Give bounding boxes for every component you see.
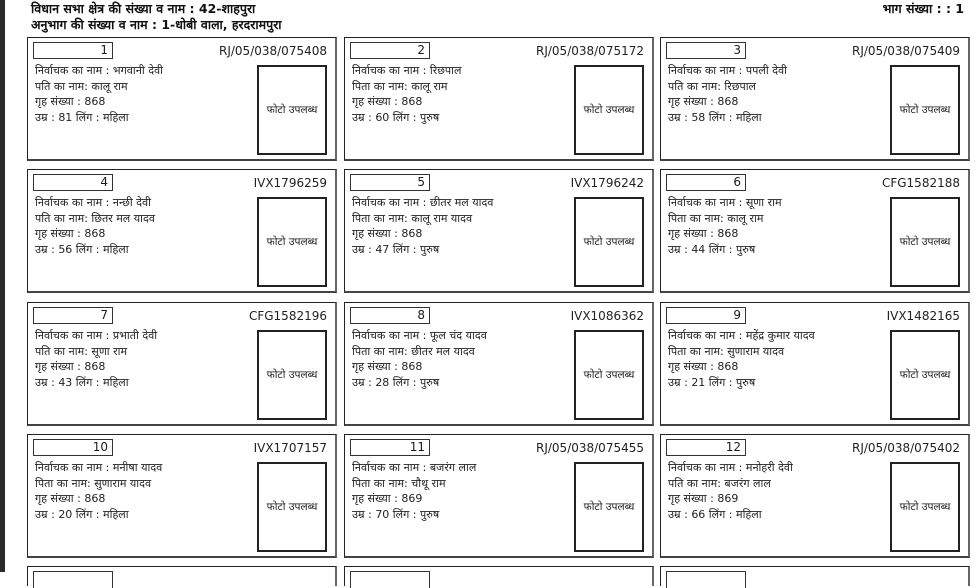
- age-gender-line: उम्र : 43 लिंग : महिला: [35, 375, 129, 389]
- voter-card: [344, 169, 654, 293]
- epic-number: CFG1582188: [881, 176, 960, 190]
- age-gender-line: उम्र : 70 लिंग : पुरुष: [352, 507, 440, 521]
- house-line: गृह संख्या : 868: [352, 227, 423, 240]
- house-line: गृह संख्या : 868: [35, 360, 106, 373]
- serial-number: 7: [33, 307, 113, 324]
- epic-number: RJ/05/038/075172: [536, 44, 644, 58]
- age-gender-line: उम्र : 56 लिंग : महिला: [35, 242, 129, 256]
- relation-line: पिता का नाम: छीतर मल यादव: [352, 344, 475, 358]
- epic-number: RJ/05/038/075409: [852, 44, 960, 58]
- voter-card: [344, 302, 654, 426]
- house-line: गृह संख्या : 868: [352, 95, 423, 108]
- house-line: गृह संख्या : 868: [352, 360, 423, 373]
- relation-line: पति का नाम: सूणा राम: [35, 344, 128, 358]
- house-line: गृह संख्या : 868: [668, 95, 739, 108]
- house-line: गृह संख्या : 868: [668, 227, 739, 240]
- epic-number: RJ/05/038/075455: [536, 441, 644, 455]
- house-line: गृह संख्या : 868: [35, 227, 106, 240]
- serial-number: 1: [33, 42, 113, 59]
- age-gender-line: उम्र : 81 लिंग : महिला: [35, 110, 129, 124]
- voter-card: [660, 434, 970, 558]
- photo-placeholder: फोटो उपलब्ध: [890, 65, 960, 155]
- voter-name-line: निर्वाचक का नाम : फूल चंद यादव: [352, 329, 487, 342]
- voter-name-line: निर्वाचक का नाम : रिछपाल: [352, 64, 462, 77]
- relation-line: पति का नाम: बजरंग लाल: [668, 476, 771, 490]
- photo-placeholder: फोटो उपलब्ध: [574, 197, 644, 287]
- relation-line: पिता का नाम: सुणाराम यादव: [668, 344, 785, 358]
- assembly-constituency: विधान सभा क्षेत्र की संख्या व नाम : 42-शाहपुरा: [31, 1, 256, 16]
- house-line: गृह संख्या : 868: [35, 492, 106, 505]
- voter-name-line: निर्वाचक का नाम : मनोहरी देवी: [668, 461, 793, 474]
- serial-number: 11: [350, 439, 430, 456]
- window-edge: [0, 0, 5, 572]
- relation-line: पिता का नाम: चौथू राम: [352, 476, 446, 490]
- house-line: गृह संख्या : 869: [668, 492, 739, 505]
- age-gender-line: उम्र : 21 लिंग : पुरुष: [668, 375, 756, 389]
- serial-number: 4: [33, 174, 113, 191]
- relation-line: पिता का नाम: कालू राम यादव: [352, 211, 473, 225]
- house-line: गृह संख्या : 869: [352, 492, 423, 505]
- voter-card-partial: [344, 566, 654, 586]
- voter-card: [27, 169, 337, 293]
- page-header: [31, 1, 282, 33]
- relation-line: पति का नाम: रिछपाल: [668, 79, 757, 93]
- photo-placeholder: फोटो उपलब्ध: [257, 462, 327, 552]
- photo-placeholder: फोटो उपलब्ध: [574, 462, 644, 552]
- voter-card: [660, 302, 970, 426]
- voter-name-line: निर्वाचक का नाम : सूणा राम: [668, 196, 782, 209]
- epic-number: RJ/05/038/075402: [852, 441, 960, 455]
- age-gender-line: उम्र : 58 लिंग : महिला: [668, 110, 762, 124]
- section-name: अनुभाग की संख्या व नाम : 1-धोबी वाला, हरदरामपुरा: [31, 17, 282, 32]
- voter-card: [27, 302, 337, 426]
- relation-line: पिता का नाम: सुणाराम यादव: [35, 476, 152, 490]
- age-gender-line: उम्र : 66 लिंग : महिला: [668, 507, 762, 521]
- serial-number: 3: [666, 42, 746, 59]
- serial-number: 9: [666, 307, 746, 324]
- voter-card: [27, 37, 337, 161]
- photo-placeholder: फोटो उपलब्ध: [257, 330, 327, 420]
- epic-number: IVX1086362: [570, 309, 644, 323]
- voter-card-partial: [660, 566, 970, 586]
- age-gender-line: उम्र : 20 लिंग : महिला: [35, 507, 129, 521]
- voter-name-line: निर्वाचक का नाम : पपली देवी: [668, 64, 787, 77]
- part-number: भाग संख्या : : 1: [882, 1, 964, 16]
- house-line: गृह संख्या : 868: [35, 95, 106, 108]
- voter-name-line: निर्वाचक का नाम : नन्छी देवी: [35, 196, 151, 209]
- serial-number: 5: [350, 174, 430, 191]
- serial-number: 8: [350, 307, 430, 324]
- photo-placeholder: फोटो उपलब्ध: [574, 65, 644, 155]
- epic-number: CFG1582196: [248, 309, 327, 323]
- serial-number: 12: [666, 439, 746, 456]
- age-gender-line: उम्र : 60 लिंग : पुरुष: [352, 110, 440, 124]
- epic-number: IVX1796259: [253, 176, 327, 190]
- relation-line: पिता का नाम: कालू राम: [352, 79, 448, 93]
- serial-number: 6: [666, 174, 746, 191]
- voter-card: [344, 434, 654, 558]
- voter-name-line: निर्वाचक का नाम : भगवानी देवी: [35, 64, 164, 77]
- voter-name-line: निर्वाचक का नाम : बजरंग लाल: [352, 461, 477, 474]
- voter-name-line: निर्वाचक का नाम : मनीषा यादव: [35, 461, 163, 474]
- epic-number: IVX1482165: [886, 309, 960, 323]
- voter-card: [660, 169, 970, 293]
- voter-name-line: निर्वाचक का नाम : प्रभाती देवी: [35, 329, 158, 342]
- voter-name-line: निर्वाचक का नाम : छीतर मल यादव: [352, 196, 494, 209]
- voter-card-partial: [27, 566, 337, 586]
- voter-card: [344, 37, 654, 161]
- voter-name-line: निर्वाचक का नाम : महेंद्र कुमार यादव: [668, 329, 815, 342]
- voter-card: [27, 434, 337, 558]
- relation-line: पिता का नाम: कालू राम: [668, 211, 764, 225]
- age-gender-line: उम्र : 47 लिंग : पुरुष: [352, 242, 440, 256]
- age-gender-line: उम्र : 44 लिंग : पुरुष: [668, 242, 756, 256]
- relation-line: पति का नाम: कालू राम: [35, 79, 128, 93]
- serial-number: 10: [33, 439, 113, 456]
- epic-number: IVX1707157: [253, 441, 327, 455]
- photo-placeholder: फोटो उपलब्ध: [890, 197, 960, 287]
- house-line: गृह संख्या : 868: [668, 360, 739, 373]
- photo-placeholder: फोटो उपलब्ध: [257, 65, 327, 155]
- relation-line: पति का नाम: छितर मल यादव: [35, 211, 155, 225]
- serial-number: 2: [350, 42, 430, 59]
- photo-placeholder: फोटो उपलब्ध: [574, 330, 644, 420]
- age-gender-line: उम्र : 28 लिंग : पुरुष: [352, 375, 440, 389]
- photo-placeholder: फोटो उपलब्ध: [257, 197, 327, 287]
- epic-number: RJ/05/038/075408: [219, 44, 327, 58]
- photo-placeholder: फोटो उपलब्ध: [890, 462, 960, 552]
- photo-placeholder: फोटो उपलब्ध: [890, 330, 960, 420]
- epic-number: IVX1796242: [570, 176, 644, 190]
- voter-card: [660, 37, 970, 161]
